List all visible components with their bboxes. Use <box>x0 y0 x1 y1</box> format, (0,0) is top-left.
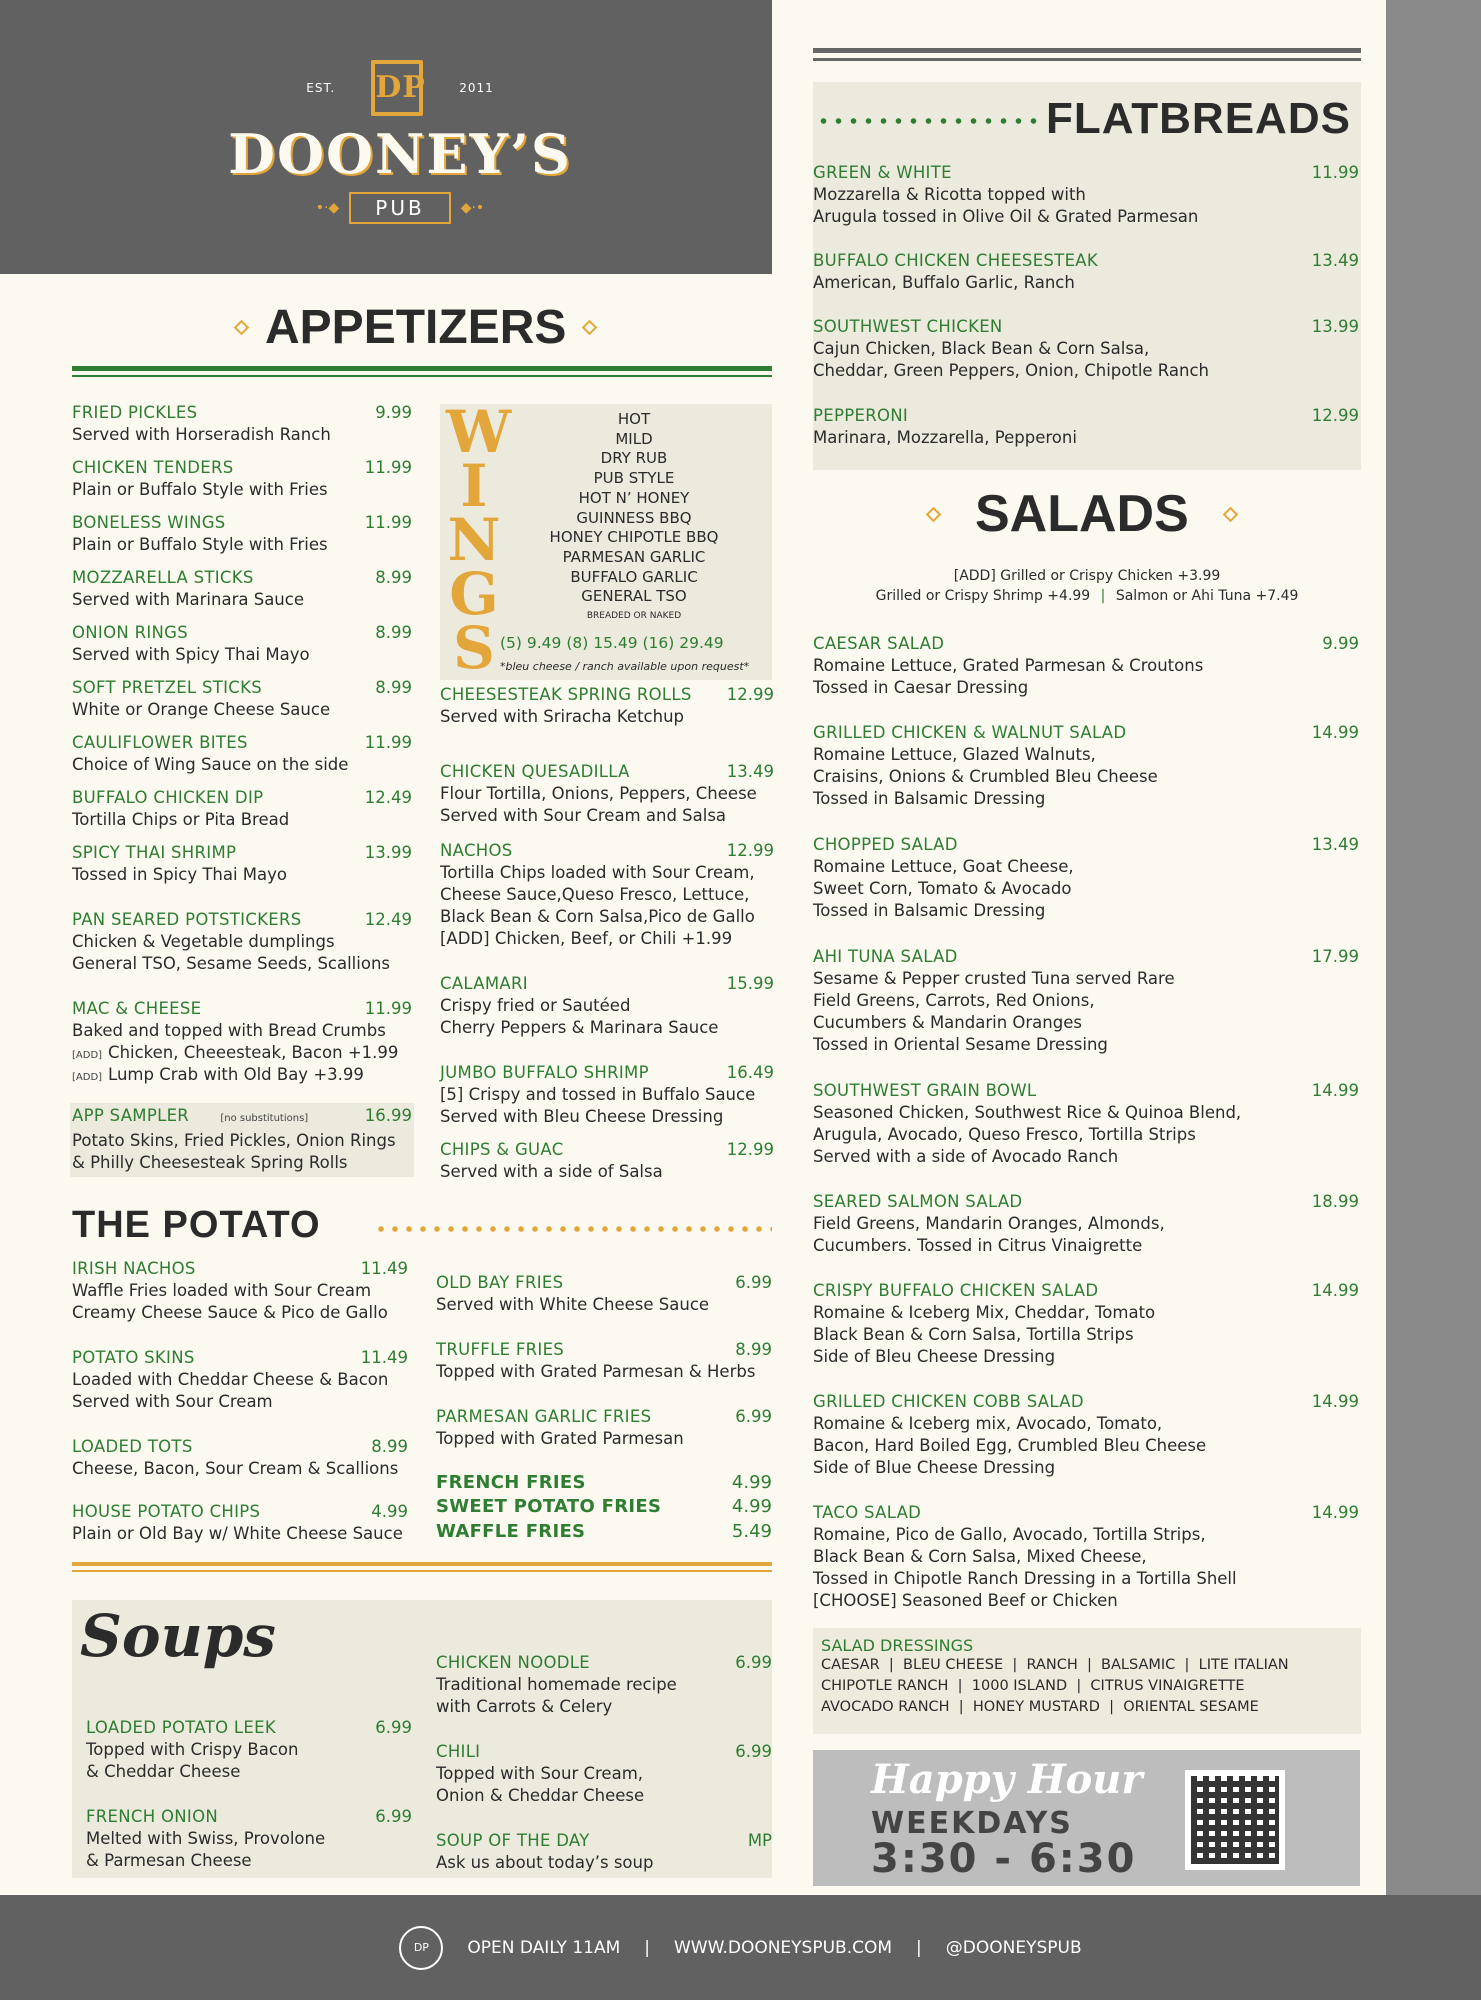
item-desc: Plain or Buffalo Style with Fries <box>72 535 328 554</box>
menu-item <box>813 1191 1359 1257</box>
item-price: 13.99 <box>1311 317 1359 336</box>
item-name: SOFT PRETZEL STICKS <box>72 678 263 697</box>
top-rule-thin <box>813 58 1361 61</box>
item-price: 11.99 <box>364 513 412 532</box>
menu-item <box>72 842 412 886</box>
item-price: 12.99 <box>726 1140 774 1159</box>
item-price: 4.99 <box>371 1502 408 1521</box>
item-price: 16.49 <box>726 1063 774 1082</box>
item-price: 13.49 <box>1311 251 1359 270</box>
menu-item <box>72 732 412 776</box>
item-name: SOUP OF THE DAY <box>436 1831 590 1850</box>
item-price: 4.99 <box>731 1472 772 1493</box>
item-desc: Marinara, Mozzarella, Pepperoni <box>813 428 1077 447</box>
item-desc: Served with Spicy Thai Mayo <box>72 645 310 664</box>
flatbreads-title: FLATBREADS <box>1046 94 1351 143</box>
item-price: 11.99 <box>1311 163 1359 182</box>
item-desc: Field Greens, Mandarin Oranges, Almonds, Cucumbers. Tossed in Citrus Vinaigrette <box>813 1214 1165 1255</box>
item-price: 8.99 <box>735 1340 772 1359</box>
menu-item <box>440 1062 774 1128</box>
item-name: FRENCH ONION <box>86 1807 219 1826</box>
item-name: APP SAMPLER <box>72 1106 190 1125</box>
item-desc: Choice of Wing Sauce on the side <box>72 755 349 774</box>
item-name: GREEN & WHITE <box>813 163 952 182</box>
item-desc: Potato Skins, Fried Pickles, Onion Rings & Philly Cheesesteak Spring Rolls <box>72 1131 396 1172</box>
item-name: IRISH NACHOS <box>72 1259 196 1278</box>
happy-hour-panel <box>813 1750 1360 1886</box>
potato-dots <box>374 1226 772 1232</box>
item-price: 8.99 <box>375 568 412 587</box>
menu-item <box>72 677 412 721</box>
salad-adds <box>813 566 1361 606</box>
item-desc: Romaine & Iceberg mix, Avocado, Tomato, Bacon, Hard Boiled Egg, Crumbled Bleu Cheese Side of Blue Cheese Dressing <box>813 1414 1207 1477</box>
item-name: CAULIFLOWER BITES <box>72 733 248 752</box>
item-price: 4.99 <box>731 1496 772 1517</box>
item-price: 17.99 <box>1311 947 1359 966</box>
menu-item <box>440 840 774 950</box>
item-name: ONION RINGS <box>72 623 189 642</box>
brand-sub: PUB <box>349 192 450 224</box>
item-desc: Romaine Lettuce, Glazed Walnuts, Craisins, Onions & Crumbled Bleu Cheese Tossed in Balsamic Dressing <box>813 745 1158 808</box>
item-name: CHICKEN QUESADILLA <box>440 762 630 781</box>
diamond-icon <box>1223 506 1239 522</box>
wing-flavor: PARMESAN GARLIC <box>562 547 706 566</box>
item-name: PARMESAN GARLIC FRIES <box>436 1407 652 1426</box>
item-name: CHILI <box>436 1742 481 1761</box>
item-name: TACO SALAD <box>813 1503 922 1522</box>
salad-add-salmon: Salmon or Ahi Tuna +7.49 <box>1115 588 1299 604</box>
item-desc: Seasoned Chicken, Southwest Rice & Quinoa Blend, Arugula, Avocado, Queso Fresco, Tortilla Strips Served with a side of Avocado Ranch <box>813 1103 1242 1166</box>
item-price: 11.49 <box>360 1259 408 1278</box>
menu-item <box>813 834 1359 922</box>
item-name: CRISPY BUFFALO CHICKEN SALAD <box>813 1281 1099 1300</box>
item-desc: Flour Tortilla, Onions, Peppers, Cheese Served with Sour Cream and Salsa <box>440 784 757 825</box>
item-desc: Romaine, Pico de Gallo, Avocado, Tortilla Strips, Black Bean & Corn Salsa, Mixed Cheese, Tossed in Chipotle Ranch Dressing in a Tortilla Shell [CHOOSE] Seasoned Beef or Chicken <box>813 1525 1237 1610</box>
footer-logo-icon: DP <box>399 1926 443 1970</box>
menu-item <box>72 1347 408 1413</box>
item-name: JUMBO BUFFALO SHRIMP <box>440 1063 649 1082</box>
item-name: BONELESS WINGS <box>72 513 226 532</box>
menu-item <box>813 250 1359 294</box>
item-price: 11.49 <box>360 1348 408 1367</box>
menu-item <box>813 1280 1359 1368</box>
menu-item <box>72 512 412 556</box>
menu-item <box>86 1717 412 1783</box>
item-desc: American, Buffalo Garlic, Ranch <box>813 273 1075 292</box>
item-price: 6.99 <box>735 1653 772 1672</box>
menu-item <box>72 909 412 975</box>
item-price: 13.49 <box>726 762 774 781</box>
menu-item <box>72 1501 408 1545</box>
item-name: SOUTHWEST GRAIN BOWL <box>813 1081 1037 1100</box>
item-name: LOADED POTATO LEEK <box>86 1718 276 1737</box>
item-desc: White or Orange Cheese Sauce <box>72 700 331 719</box>
wing-flavor: DRY RUB <box>600 449 668 468</box>
wings-letter: W <box>446 398 512 466</box>
item-price: 12.49 <box>364 788 412 807</box>
menu-item <box>440 684 774 728</box>
dressings-line2: CHIPOTLE RANCH | 1000 ISLAND | CITRUS VINAIGRETTE <box>821 1678 1245 1694</box>
menu-item <box>813 162 1359 228</box>
menu-item <box>72 622 412 666</box>
est-year: 2011 <box>459 81 494 95</box>
item-price: 13.99 <box>364 843 412 862</box>
top-rule <box>813 48 1361 53</box>
item-price: 6.99 <box>735 1742 772 1761</box>
menu-item <box>813 316 1359 382</box>
menu-item <box>440 761 774 827</box>
item-desc: Loaded with Cheddar Cheese & Bacon Served with Sour Cream <box>72 1370 389 1411</box>
item-name: GRILLED CHICKEN & WALNUT SALAD <box>813 723 1127 742</box>
item-price: 18.99 <box>1311 1192 1359 1211</box>
item-price: 11.99 <box>364 458 412 477</box>
item-name: CHOPPED SALAD <box>813 835 958 854</box>
happy-hour-title: Happy Hour <box>871 1756 1143 1803</box>
item-desc: Topped with Grated Parmesan & Herbs <box>436 1362 756 1381</box>
dressings-line3: AVOCADO RANCH | HONEY MUSTARD | ORIENTAL SESAME <box>821 1699 1259 1715</box>
item-desc: Served with Marinara Sauce <box>72 590 304 609</box>
item-desc: Cajun Chicken, Black Bean & Corn Salsa, Cheddar, Green Peppers, Onion, Chipotle Ranch <box>813 339 1210 380</box>
potato-title: THE POTATO <box>72 1204 321 1246</box>
est-label: EST. <box>306 81 336 95</box>
potato-rule-thin <box>72 1570 772 1572</box>
footer-website-link[interactable]: WWW.DOONEYSPUB.COM <box>673 1937 893 1958</box>
dressings-title: SALAD DRESSINGS <box>821 1636 974 1655</box>
happy-hour-time: 3:30 - 6:30 <box>871 1836 1137 1882</box>
wings-letter: I <box>460 452 488 520</box>
wing-style: BREADED OR NAKED <box>586 611 682 622</box>
item-name: HOUSE POTATO CHIPS <box>72 1502 261 1521</box>
item-desc: Melted with Swiss, Provolone & Parmesan Cheese <box>86 1829 326 1870</box>
item-price: 8.99 <box>375 678 412 697</box>
salads-title-row <box>928 484 1236 544</box>
menu-item <box>86 1806 412 1872</box>
menu-item <box>813 633 1359 699</box>
ornament-right: ◆·• <box>460 200 485 216</box>
item-price: 8.99 <box>375 623 412 642</box>
item-price: 14.99 <box>1311 1081 1359 1100</box>
diamond-icon <box>234 320 250 336</box>
appetizers-rule <box>72 366 772 371</box>
wing-flavor: PUB STYLE <box>593 469 675 488</box>
item-desc: Cheese, Bacon, Sour Cream & Scallions <box>72 1459 399 1478</box>
item-name: CHEESESTEAK SPRING ROLLS <box>440 685 692 704</box>
item-desc: Served with a side of Salsa <box>440 1162 663 1181</box>
item-price: 12.99 <box>726 685 774 704</box>
menu-item <box>436 1272 772 1316</box>
item-price: 11.99 <box>364 999 412 1018</box>
appetizers-rule-thin <box>72 375 772 377</box>
menu-item <box>72 402 412 446</box>
item-desc: Served with White Cheese Sauce <box>436 1295 710 1314</box>
item-name: CALAMARI <box>440 974 528 993</box>
item-price: 9.99 <box>375 403 412 422</box>
item-price: 8.99 <box>371 1437 408 1456</box>
item-name: AHI TUNA SALAD <box>813 947 958 966</box>
item-price: 13.49 <box>1311 835 1359 854</box>
item-name: BUFFALO CHICKEN DIP <box>72 788 264 807</box>
wing-flavor: HOT N’ HONEY <box>578 488 690 507</box>
menu-item <box>72 1258 408 1324</box>
add-text: Lump Crab with Old Bay +3.99 <box>108 1065 364 1084</box>
item-price: 14.99 <box>1311 723 1359 742</box>
logo <box>200 60 600 224</box>
soups-title: Soups <box>80 1602 276 1670</box>
item-name: BUFFALO CHICKEN CHEESESTEAK <box>813 251 1098 270</box>
footer <box>0 1895 1481 2000</box>
menu-item <box>436 1741 772 1807</box>
item-name: PEPPERONI <box>813 406 909 425</box>
item-name: OLD BAY FRIES <box>436 1273 564 1292</box>
add-tag: [ADD] <box>72 1050 103 1061</box>
footer-hours: OPEN DAILY 11AM <box>467 1937 621 1958</box>
menu-item <box>436 1496 772 1518</box>
item-desc: Romaine & Iceberg Mix, Cheddar, Tomato Black Bean & Corn Salsa, Tortilla Strips Side of Bleu Cheese Dressing <box>813 1303 1156 1366</box>
add-tag: [ADD] <box>72 1072 103 1083</box>
menu-item <box>440 973 774 1039</box>
dressings-line1: CAESAR | BLEU CHEESE | RANCH | BALSAMIC | LITE ITALIAN <box>821 1657 1289 1673</box>
add-text: Chicken, Cheeesteak, Bacon +1.99 <box>108 1043 399 1062</box>
item-desc: Topped with Crispy Bacon & Cheddar Cheese <box>86 1740 299 1781</box>
salad-add-shrimp: Grilled or Crispy Shrimp +4.99 <box>875 588 1091 604</box>
item-price: 11.99 <box>364 733 412 752</box>
menu-item <box>72 1436 408 1480</box>
menu-item <box>72 567 412 611</box>
menu-item <box>813 722 1359 810</box>
item-name: NACHOS <box>440 841 513 860</box>
item-name: SPICY THAI SHRIMP <box>72 843 237 862</box>
menu-item <box>436 1521 772 1543</box>
footer-separator: | <box>644 1937 650 1958</box>
salad-dressings-panel <box>813 1628 1361 1734</box>
diamond-icon <box>926 506 942 522</box>
menu-item <box>436 1406 772 1450</box>
wings-letter: S <box>453 614 495 682</box>
menu-item <box>72 787 412 831</box>
item-price: MP <box>747 1831 772 1850</box>
item-name: WAFFLE FRIES <box>436 1521 586 1542</box>
salads-title: SALADS <box>975 485 1189 543</box>
item-desc: Topped with Grated Parmesan <box>436 1429 684 1448</box>
appetizers-title-row <box>236 300 595 355</box>
item-desc: Topped with Sour Cream, Onion & Cheddar Cheese <box>436 1764 645 1805</box>
wing-flavor: HONEY CHIPOTLE BBQ <box>549 528 719 547</box>
item-price: 6.99 <box>735 1407 772 1426</box>
item-price: 6.99 <box>375 1807 412 1826</box>
happy-hour-days: WEEKDAYS <box>871 1806 1073 1841</box>
item-price: 12.99 <box>726 841 774 860</box>
item-name: FRENCH FRIES <box>436 1472 586 1493</box>
ornament-left: •·◆ <box>315 200 340 216</box>
item-name: PAN SEARED POTSTICKERS <box>72 910 302 929</box>
item-price: 12.49 <box>364 910 412 929</box>
item-name: CAESAR SALAD <box>813 634 945 653</box>
header-block <box>0 0 772 274</box>
salad-add-line2 <box>813 586 1361 606</box>
salad-add-line1: [ADD] Grilled or Crispy Chicken +3.99 <box>953 568 1221 584</box>
app-sampler <box>72 1105 412 1174</box>
wings-flavors <box>510 410 758 627</box>
flatbreads-dots <box>816 118 1038 124</box>
item-name: MAC & CHEESE <box>72 999 202 1018</box>
item-name: MOZZARELLA STICKS <box>72 568 254 587</box>
item-desc: Romaine Lettuce, Grated Parmesan & Croutons Tossed in Caesar Dressing <box>813 656 1204 697</box>
menu-item <box>813 1080 1359 1168</box>
item-price: 9.99 <box>1322 634 1359 653</box>
menu-item <box>72 457 412 501</box>
monogram-icon: DP <box>371 60 423 116</box>
item-desc: Crispy fried or Sautéed Cherry Peppers & Marinara Sauce <box>440 996 719 1037</box>
item-name: LOADED TOTS <box>72 1437 193 1456</box>
item-price: 14.99 <box>1311 1503 1359 1522</box>
item-desc: [5] Crispy and tossed in Buffalo Sauce Served with Bleu Cheese Dressing <box>440 1085 756 1126</box>
menu-item <box>813 946 1359 1056</box>
item-desc: Traditional homemade recipe with Carrots & Celery <box>436 1675 677 1716</box>
item-desc: Baked and topped with Bread Crumbs <box>72 1021 386 1040</box>
wing-flavor: MILD <box>615 429 653 448</box>
appetizers-title: APPETIZERS <box>265 301 567 354</box>
item-name: CHIPS & GUAC <box>440 1140 564 1159</box>
item-name: GRILLED CHICKEN COBB SALAD <box>813 1392 1084 1411</box>
footer-social-link[interactable]: @DOONEYSPUB <box>945 1937 1082 1958</box>
item-price: 12.99 <box>1311 406 1359 425</box>
wings-letter: N <box>447 506 501 574</box>
brand-name: DOONEY’S <box>228 122 572 186</box>
item-price: 14.99 <box>1311 1392 1359 1411</box>
item-desc: Plain or Buffalo Style with Fries <box>72 480 328 499</box>
mac-add-on <box>72 1064 364 1089</box>
diamond-icon <box>582 320 598 336</box>
item-price: 15.99 <box>726 974 774 993</box>
menu-item <box>813 405 1359 449</box>
item-name: POTATO SKINS <box>72 1348 195 1367</box>
menu-item <box>440 1139 774 1183</box>
qr-code-icon[interactable] <box>1185 1770 1285 1870</box>
item-price: 16.99 <box>364 1106 412 1125</box>
item-desc: Ask us about today’s soup <box>436 1853 654 1872</box>
item-desc: Plain or Old Bay w/ White Cheese Sauce <box>72 1524 403 1543</box>
item-price: 6.99 <box>735 1273 772 1292</box>
wings-prices: (5) 9.49 (8) 15.49 (16) 29.49 <box>500 634 724 652</box>
sampler-note: [no substitutions] <box>220 1113 309 1124</box>
potato-rule <box>72 1562 772 1566</box>
item-desc: Sesame & Pepper crusted Tuna served Rare Field Greens, Carrots, Red Onions, Cucumbers & Mandarin Oranges Tossed in Oriental Sesame Dressing <box>813 969 1175 1054</box>
wings-note: *bleu cheese / ranch available upon request* <box>500 660 750 673</box>
menu-item <box>813 1391 1359 1479</box>
wings-letter: G <box>449 560 499 628</box>
item-desc: Mozzarella & Ricotta topped with Arugula tossed in Olive Oil & Grated Parmesan <box>813 185 1199 226</box>
item-name: SEARED SALMON SALAD <box>813 1192 1023 1211</box>
item-name: TRUFFLE FRIES <box>436 1340 565 1359</box>
separator: | <box>1100 588 1106 604</box>
wing-flavor: GUINNESS BBQ <box>576 508 692 527</box>
menu-item <box>72 998 412 1042</box>
footer-separator: | <box>916 1937 922 1958</box>
item-desc: Waffle Fries loaded with Sour Cream Creamy Cheese Sauce & Pico de Gallo <box>72 1281 388 1322</box>
item-desc: Served with Horseradish Ranch <box>72 425 331 444</box>
item-desc: Served with Sriracha Ketchup <box>440 707 684 726</box>
wing-flavor: HOT <box>617 410 651 428</box>
item-desc: Romaine Lettuce, Goat Cheese, Sweet Corn, Tomato & Avocado Tossed in Balsamic Dressing <box>813 857 1074 920</box>
item-desc: Tortilla Chips loaded with Sour Cream, Cheese Sauce,Queso Fresco, Lettuce, Black Bean & Corn Salsa,Pico de Gallo [ADD] Chicken, Beef, or Chili +1.99 <box>440 863 755 948</box>
item-price: 5.49 <box>731 1521 772 1542</box>
item-price: 14.99 <box>1311 1281 1359 1300</box>
wing-flavor: BUFFALO GARLIC <box>570 567 698 586</box>
item-name: FRIED PICKLES <box>72 403 198 422</box>
menu-item <box>813 1502 1359 1612</box>
item-desc: Chicken & Vegetable dumplings General TSO, Sesame Seeds, Scallions <box>72 932 390 973</box>
menu-item <box>436 1472 772 1494</box>
menu-item <box>436 1652 772 1718</box>
menu-item <box>436 1339 772 1383</box>
item-desc: Tossed in Spicy Thai Mayo <box>72 865 288 884</box>
menu-item <box>436 1830 772 1874</box>
item-name: SWEET POTATO FRIES <box>436 1496 662 1517</box>
item-name: SOUTHWEST CHICKEN <box>813 317 1003 336</box>
item-desc: Tortilla Chips or Pita Bread <box>72 810 290 829</box>
item-price: 6.99 <box>375 1718 412 1737</box>
item-name: CHICKEN TENDERS <box>72 458 234 477</box>
item-name: CHICKEN NOODLE <box>436 1653 590 1672</box>
wing-flavor: GENERAL TSO <box>581 587 687 606</box>
